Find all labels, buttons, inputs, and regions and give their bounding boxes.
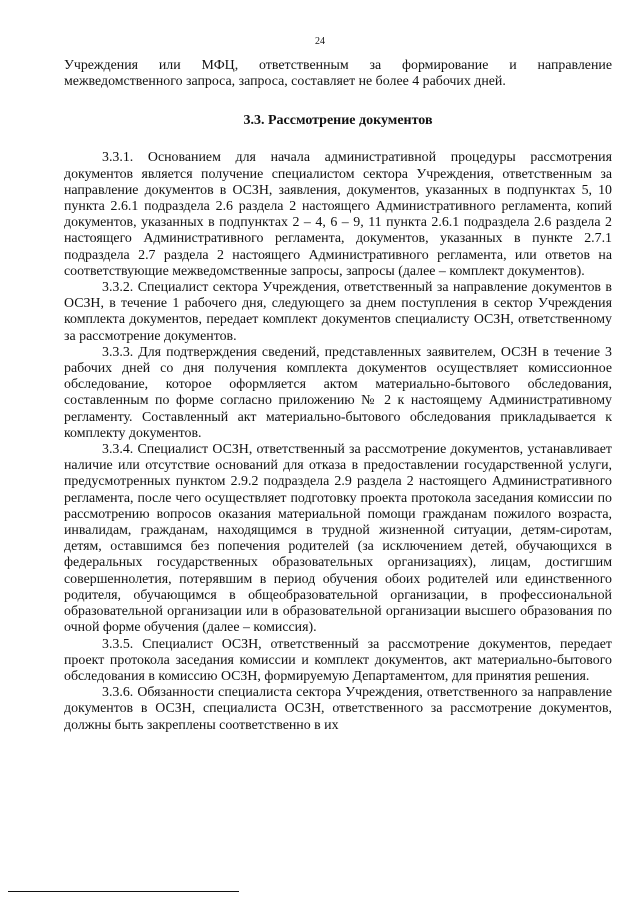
document-body	[64, 58, 612, 734]
continuation-paragraph: Учреждения или МФЦ, ответственным за формирование и направление межведомственного запроса, запроса, составляет не более 4 рабочих дней.	[64, 58, 612, 90]
paragraph-3-3-1: 3.3.1. Основанием для начала административной процедуры рассмотрения документов является получение специалистом сектора Учреждения, ответственным за направление документов в ОСЗН, заявления, документов, указанных в подпунктах 5, 10 пункта 2.6.1 подраздела 2.6 раздела 2 настоящего Административного регламента, копий документов, указанных в подпунктах 2 – 4, 6 – 9, 11 пункта 2.6.1 подраздела 2.6 раздела 2 настоящего Административного регламента, документов, указанных в пункте 2.7.1 подраздела 2.7 раздела 2 настоящего Административного регламента, или ответов на соответствующие межведомственные запросы, запросы (далее – комплект документов).	[64, 150, 612, 279]
paragraph-3-3-5: 3.3.5. Специалист ОСЗН, ответственный за рассмотрение документов, передает проект протокола заседания комиссии и комплект документов, акт материально-бытового обследования в комиссию ОСЗН, формируемую Департаментом, для принятия решения.	[64, 636, 612, 684]
section-heading: 3.3. Рассмотрение документов	[243, 113, 433, 129]
paragraph-3-3-3: 3.3.3. Для подтверждения сведений, представленных заявителем, ОСЗН в течение 3 рабочих дней со дня получения комплекта документов осуществляет комиссионное обследование, которое оформляется актом материально-бытового обследования, составленным по форме согласно приложению № 2 к настоящему Административному регламенту. Составленный акт материально-бытового обследования прикладывается к комплекту документов.	[64, 344, 612, 441]
paragraph-3-3-2: 3.3.2. Специалист сектора Учреждения, ответственный за направление документов в ОСЗН, в течение 1 рабочего дня, следующего за днем поступления в сектор Учреждения комплекта документов, передает комплект документов специалисту ОСЗН, ответственному за рассмотрение документов.	[64, 280, 612, 344]
footnote-separator-line	[8, 891, 239, 892]
page-number: 24	[315, 36, 325, 47]
paragraph-3-3-6: 3.3.6. Обязанности специалиста сектора Учреждения, ответственного за направление документов в ОСЗН, специалиста ОСЗН, ответственного за рассмотрение документов, должны быть закреплены соответственно в их	[64, 685, 612, 733]
paragraph-3-3-4: 3.3.4. Специалист ОСЗН, ответственный за рассмотрение документов, устанавливает наличие или отсутствие оснований для отказа в предоставлении государственной услуги, предусмотренных пунктом 2.9.2 подраздела 2.9 раздела 2 настоящего Административного регламента, после чего осуществляет подготовку проекта протокола заседания комиссии по рассмотрению вопросов оказания материальной помощи гражданам пожилого возраста, инвалидам, гражданам, находящимся в трудной жизненной ситуации, детям-сиротам, детям, оставшимся без попечения родителей (за исключением детей, обучающихся в федеральных государственных образовательных организациях), лицам, достигшим совершеннолетия, потерявшим в период обучения обоих родителей или единственного родителя, обучающимся в общеобразовательной организации, в профессиональной образовательной организации или в образовательной организации высшего образования по очной форме обучения (далее – комиссия).	[64, 442, 612, 636]
